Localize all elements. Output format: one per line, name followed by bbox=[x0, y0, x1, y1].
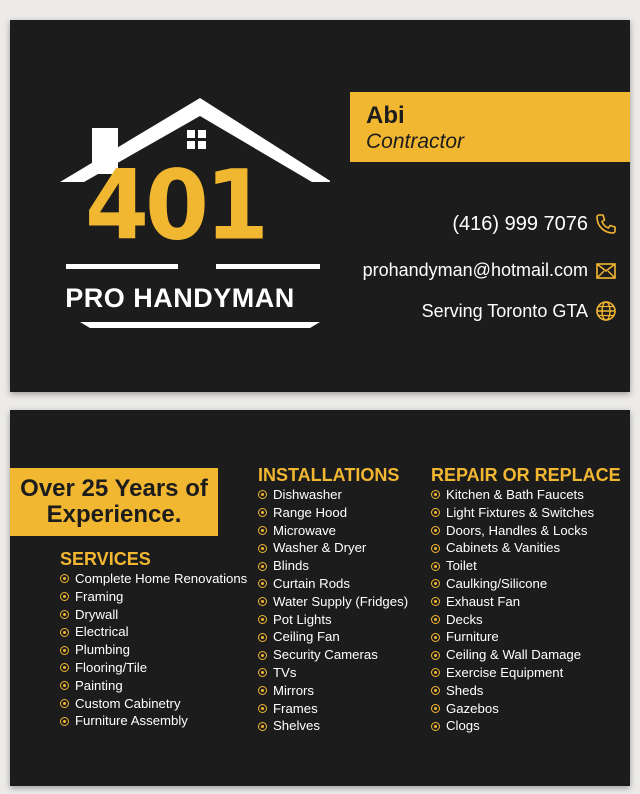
list-item-label: Electrical bbox=[75, 624, 129, 640]
bullet-icon bbox=[60, 592, 69, 601]
list-item bbox=[60, 712, 247, 730]
bullet-icon bbox=[258, 508, 267, 517]
globe-icon bbox=[594, 299, 618, 323]
list-item bbox=[60, 641, 247, 659]
list-item-label: Caulking/Silicone bbox=[446, 575, 548, 591]
list-item-label: Water Supply (Fridges) bbox=[273, 593, 409, 609]
list-item bbox=[258, 504, 408, 522]
list-item bbox=[431, 628, 594, 646]
list-item-label: Microwave bbox=[273, 522, 337, 538]
person-name: Abi bbox=[366, 102, 405, 129]
bullet-icon bbox=[258, 490, 267, 499]
bullet-icon bbox=[258, 562, 267, 571]
list-item bbox=[431, 611, 594, 629]
experience-line-2: Experience. bbox=[46, 501, 182, 528]
bullet-icon bbox=[60, 699, 69, 708]
bullet-icon bbox=[60, 628, 69, 637]
installations-list bbox=[258, 486, 408, 735]
list-item-label: Security Cameras bbox=[273, 647, 378, 663]
email-address[interactable]: prohandyman@hotmail.com bbox=[362, 260, 588, 280]
business-card-front bbox=[10, 20, 630, 392]
list-item bbox=[258, 522, 408, 540]
list-item-label: Washer & Dryer bbox=[273, 540, 367, 556]
phone-number[interactable]: (416) 999 7076 bbox=[452, 213, 588, 235]
list-item bbox=[258, 575, 408, 593]
list-item bbox=[60, 588, 247, 606]
list-item-label: Custom Cabinetry bbox=[75, 695, 181, 711]
list-item bbox=[258, 539, 408, 557]
bullet-icon bbox=[258, 526, 267, 535]
list-item bbox=[60, 695, 247, 713]
list-item-label: Flooring/Tile bbox=[75, 659, 148, 675]
bullet-icon bbox=[258, 722, 267, 731]
bullet-icon bbox=[258, 597, 267, 606]
bullet-icon bbox=[258, 579, 267, 588]
list-item-label: Ceiling & Wall Damage bbox=[446, 647, 582, 663]
bullet-icon bbox=[431, 722, 440, 731]
list-item-label: Exhaust Fan bbox=[446, 593, 521, 609]
list-item bbox=[258, 557, 408, 575]
list-item-label: Blinds bbox=[273, 558, 309, 574]
list-item bbox=[258, 664, 408, 682]
logo bbox=[50, 90, 330, 330]
bullet-icon bbox=[60, 681, 69, 690]
list-item-label: Mirrors bbox=[273, 682, 315, 698]
list-item-label: Cabinets & Vanities bbox=[446, 540, 561, 556]
list-item-label: Ceiling Fan bbox=[273, 629, 340, 645]
list-item-label: Toilet bbox=[446, 558, 477, 574]
list-item-label: Drywall bbox=[75, 606, 119, 622]
list-item-label: Plumbing bbox=[75, 642, 130, 658]
list-item bbox=[431, 557, 594, 575]
list-item-label: Framing bbox=[75, 588, 124, 604]
list-item bbox=[431, 522, 594, 540]
list-item-label: Furniture bbox=[446, 629, 499, 645]
bullet-icon bbox=[258, 633, 267, 642]
list-item bbox=[60, 677, 247, 695]
bullet-icon bbox=[431, 508, 440, 517]
bullet-icon bbox=[431, 579, 440, 588]
bullet-icon bbox=[258, 668, 267, 677]
bullet-icon bbox=[431, 615, 440, 624]
list-item bbox=[431, 504, 594, 522]
list-item bbox=[60, 606, 247, 624]
bullet-icon bbox=[258, 704, 267, 713]
list-item bbox=[258, 646, 408, 664]
services-heading: SERVICES bbox=[60, 549, 151, 569]
list-item-label: Kitchen & Bath Faucets bbox=[446, 487, 584, 502]
list-item bbox=[258, 611, 408, 629]
list-item-label: Sheds bbox=[446, 682, 484, 698]
list-item-label: Frames bbox=[273, 700, 318, 716]
experience-text bbox=[10, 476, 218, 528]
list-item-label: Light Fixtures & Switches bbox=[446, 504, 595, 520]
list-item-label: Shelves bbox=[273, 718, 320, 734]
list-item-label: Clogs bbox=[446, 718, 480, 734]
installations-heading: INSTALLATIONS bbox=[258, 465, 400, 485]
service-area: Serving Toronto GTA bbox=[421, 301, 588, 321]
list-item-label: Gazebos bbox=[446, 700, 499, 716]
person-title: Contractor bbox=[366, 130, 465, 153]
list-item-label: Pot Lights bbox=[273, 611, 332, 627]
bullet-icon bbox=[60, 663, 69, 672]
bullet-icon bbox=[258, 651, 267, 660]
list-item-label: Decks bbox=[446, 611, 483, 627]
bullet-icon bbox=[258, 544, 267, 553]
list-item-label: Doors, Handles & Locks bbox=[446, 522, 588, 538]
list-item bbox=[258, 593, 408, 611]
list-item bbox=[60, 659, 247, 677]
bullet-icon bbox=[431, 562, 440, 571]
bullet-icon bbox=[431, 686, 440, 695]
experience-line-1: Over 25 Years of bbox=[20, 475, 208, 502]
list-item bbox=[431, 700, 594, 718]
bullet-icon bbox=[431, 651, 440, 660]
bullet-icon bbox=[60, 574, 69, 583]
bullet-icon bbox=[431, 526, 440, 535]
bullet-icon bbox=[258, 686, 267, 695]
list-item bbox=[431, 486, 594, 504]
list-item bbox=[60, 623, 247, 641]
list-item-label: Dishwasher bbox=[273, 487, 342, 502]
email-icon bbox=[594, 258, 618, 282]
list-item-label: Range Hood bbox=[273, 504, 348, 520]
list-item bbox=[258, 486, 408, 504]
list-item bbox=[431, 593, 594, 611]
list-item bbox=[258, 700, 408, 718]
list-item bbox=[431, 646, 594, 664]
business-card-back bbox=[10, 410, 630, 786]
logo-wordmark: PRO HANDYMAN bbox=[65, 283, 295, 313]
list-item bbox=[431, 717, 594, 735]
logo-number: 401 bbox=[84, 149, 266, 262]
bullet-icon bbox=[431, 597, 440, 606]
list-item bbox=[60, 570, 247, 588]
list-item-label: Furniture Assembly bbox=[75, 713, 188, 729]
list-item bbox=[258, 628, 408, 646]
list-item bbox=[431, 682, 594, 700]
bullet-icon bbox=[431, 704, 440, 713]
bullet-icon bbox=[60, 610, 69, 619]
list-item bbox=[431, 664, 594, 682]
bullet-icon bbox=[431, 544, 440, 553]
bullet-icon bbox=[60, 717, 69, 726]
list-item bbox=[258, 682, 408, 700]
services-list bbox=[60, 570, 247, 730]
bullet-icon bbox=[431, 490, 440, 499]
list-item-label: Exercise Equipment bbox=[446, 664, 564, 680]
bullet-icon bbox=[60, 646, 69, 655]
repair-list bbox=[431, 486, 594, 735]
list-item-label: TVs bbox=[273, 664, 297, 680]
list-item bbox=[431, 539, 594, 557]
bullet-icon bbox=[258, 615, 267, 624]
name-banner bbox=[350, 92, 630, 162]
experience-banner bbox=[10, 468, 218, 536]
list-item bbox=[431, 575, 594, 593]
phone-icon bbox=[594, 212, 618, 236]
list-item-label: Complete Home Renovations bbox=[75, 571, 248, 586]
list-item bbox=[258, 717, 408, 735]
list-item-label: Painting bbox=[75, 677, 123, 693]
list-item-label: Curtain Rods bbox=[273, 575, 350, 591]
repair-heading: REPAIR OR REPLACE bbox=[431, 465, 621, 485]
bullet-icon bbox=[431, 633, 440, 642]
bullet-icon bbox=[431, 668, 440, 677]
